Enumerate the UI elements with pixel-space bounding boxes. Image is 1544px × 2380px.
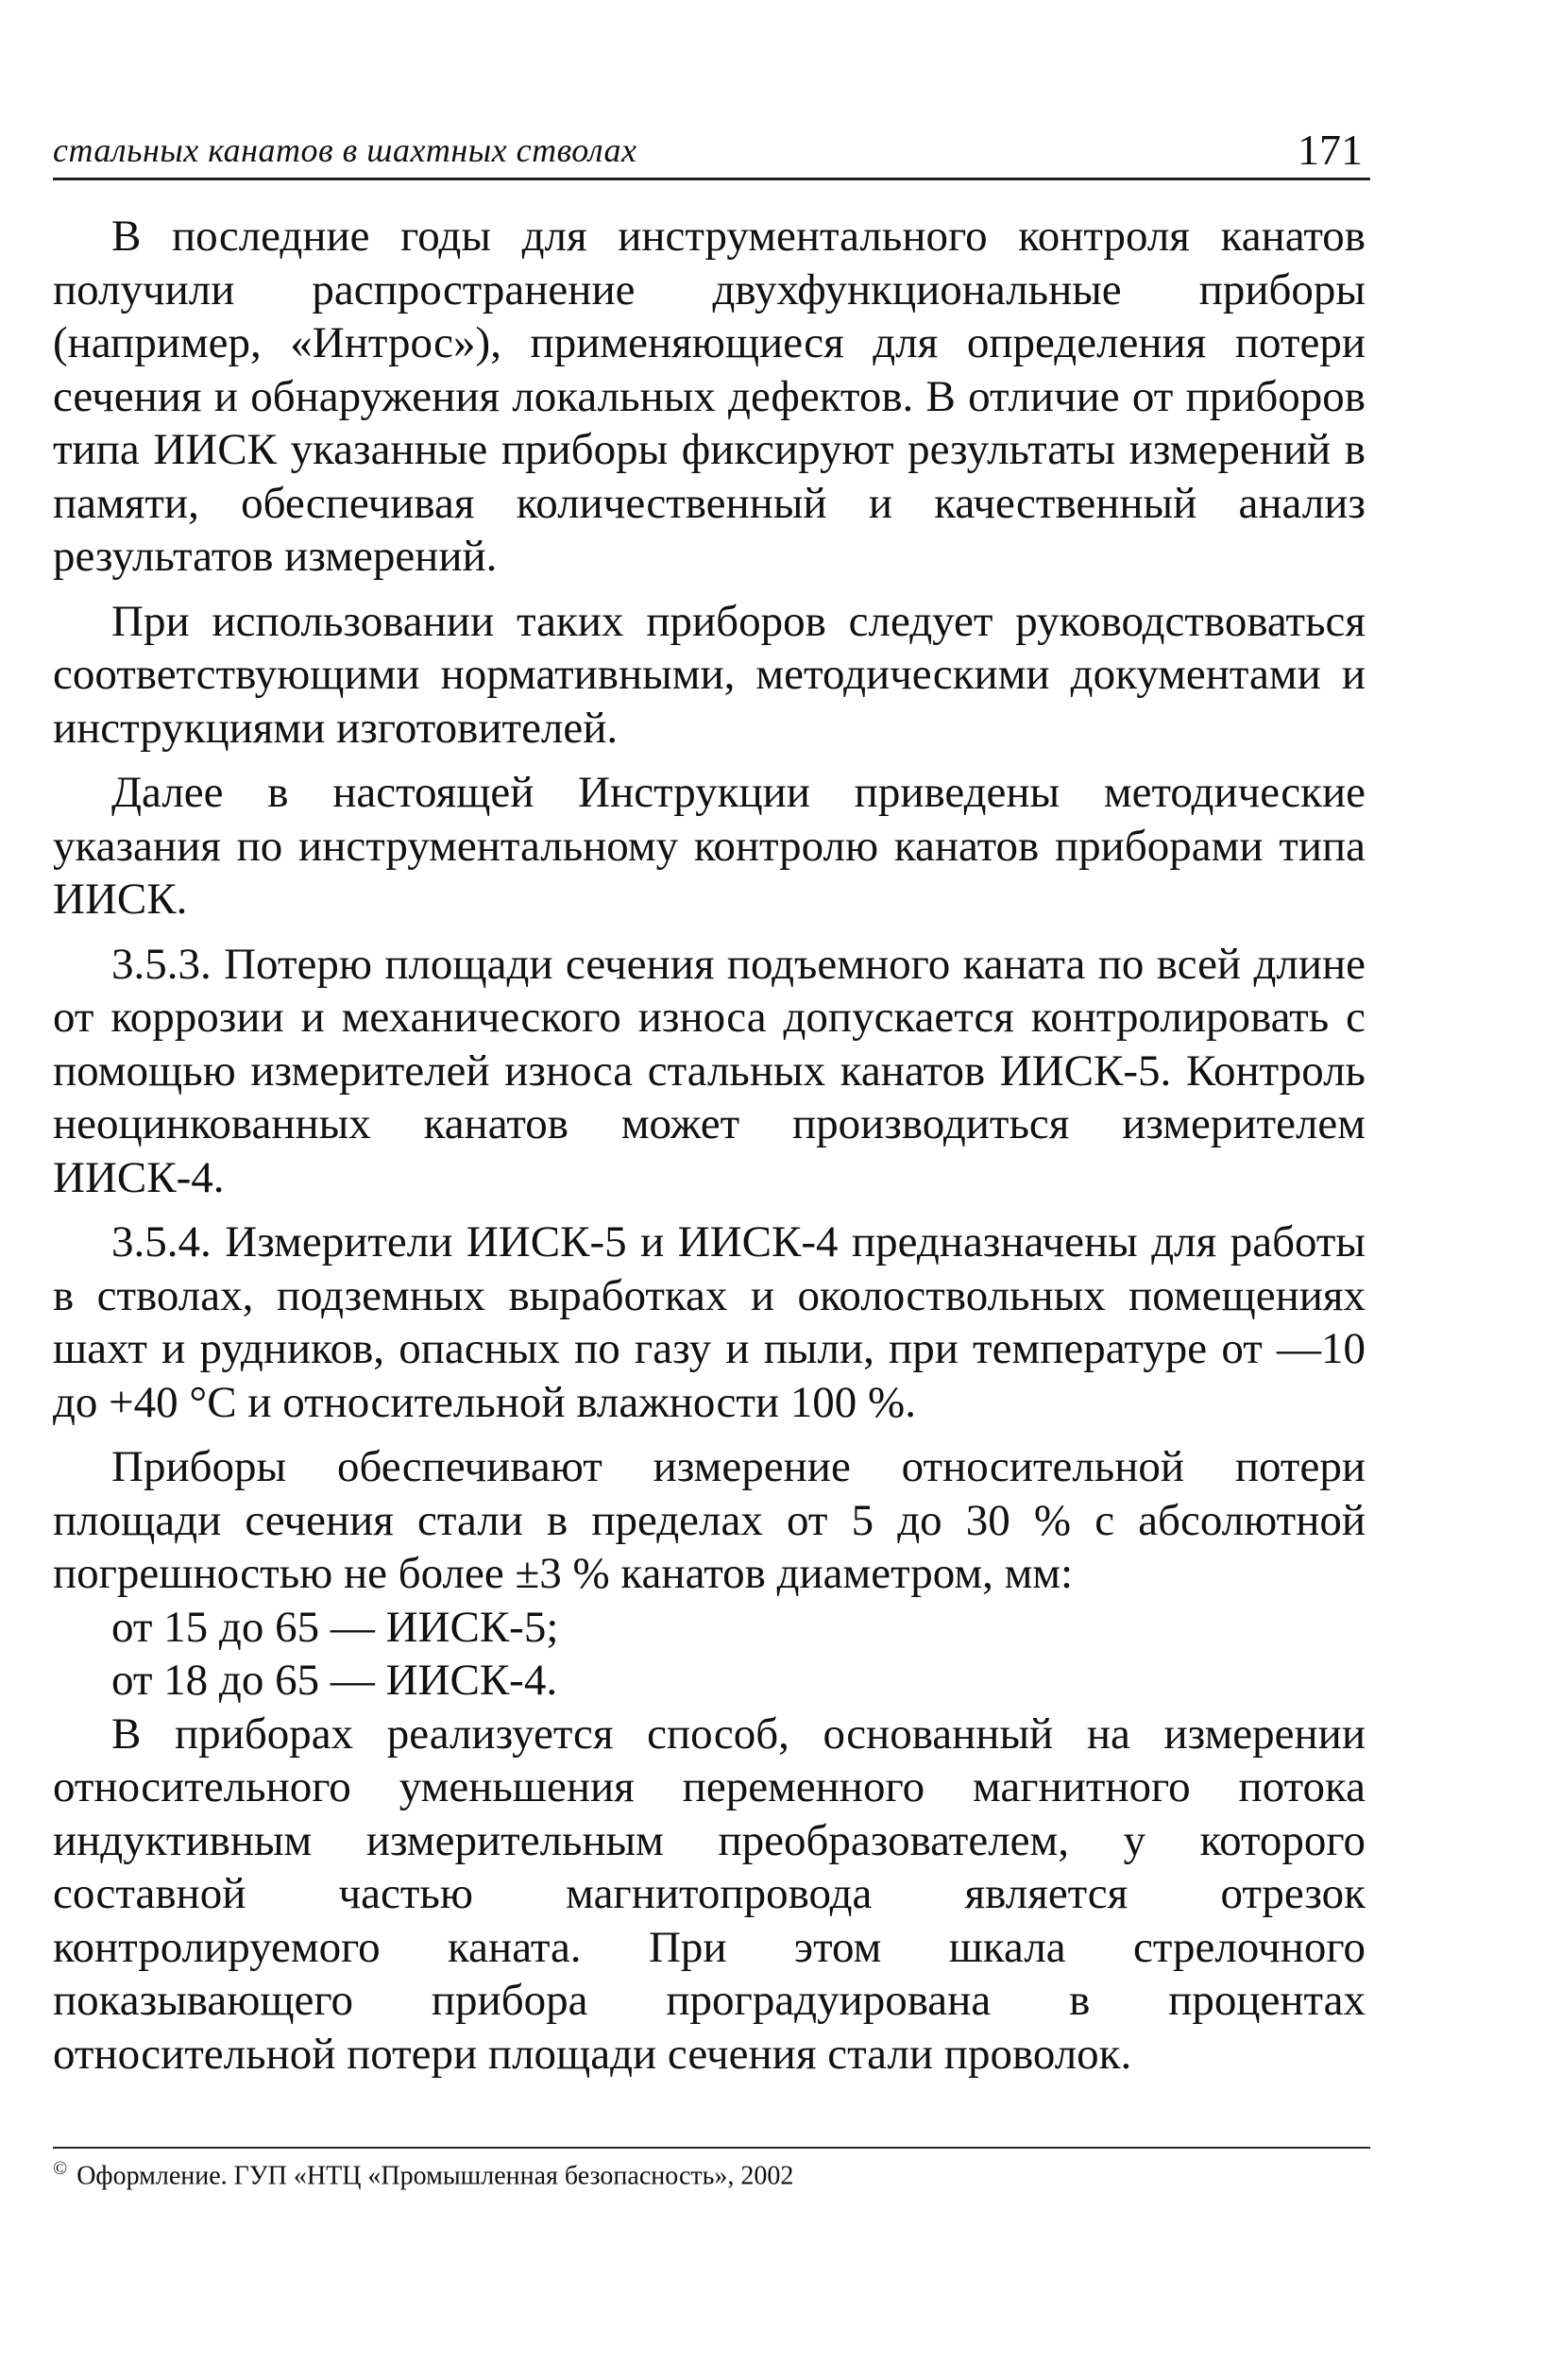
page-number: 171 xyxy=(1298,126,1363,174)
running-header xyxy=(53,123,1370,179)
list-item: от 15 до 65 — ИИСК-5; xyxy=(111,1602,559,1652)
paragraph: Далее в настоящей Инструкции приведены методические указания по инструментальному контролю канатов приборами типа ИИСК. xyxy=(53,768,1366,924)
paragraph: При использовании таких приборов следует руководствоваться соответствующими нормативными, методическими документами и инструкциями изготовителей. xyxy=(53,596,1366,753)
paragraph: Приборы обеспечивают измерение относительной потери площади сечения стали в пределах от 5 до 30 % с абсолютной погрешностью не более ±3 % канатов диаметром, мм: xyxy=(53,1442,1366,1598)
running-title: стальных канатов в шахтных стволах xyxy=(53,131,637,169)
copyright-mark: © xyxy=(53,2158,68,2179)
paragraph: В последние годы для инструментального контроля канатов получили распространение двухфункциональные приборы (например, «Интрос»), применяющиеся для определения потери сечения и обнаружения локальных дефектов. В отличие от приборов типа ИИСК указанные приборы фиксируют результаты измерений в памяти, обеспечивая количественный и качественный анализ результатов измерений. xyxy=(53,212,1366,581)
footnote-text: Оформление. ГУП «НТЦ «Промышленная безопасность», 2002 xyxy=(76,2161,794,2191)
paragraph: В приборах реализуется способ, основанный на измерении относительного уменьшения переменного магнитного потока индуктивным измерительным преобразователем, у которого составной частью магнитопровода является отрезок контролируемого каната. При этом шкала стрелочного показывающего прибора проградуирована в процентах относительной потери площади сечения стали проволок. xyxy=(53,1708,1366,2079)
list-item: от 18 до 65 — ИИСК-4. xyxy=(111,1656,558,1705)
paragraph: 3.5.4. Измерители ИИСК-5 и ИИСК-4 предназначены для работы в стволах, подземных выработках и околоствольных помещениях шахт и рудников, опасных по газу и пыли, при температуре от —10 до +40 °С и относительной влажности 100 %. xyxy=(53,1217,1366,1427)
footnote-rule xyxy=(53,2147,1370,2149)
header-rule xyxy=(53,178,1370,180)
body-text xyxy=(53,210,1366,2081)
footnote xyxy=(53,2158,793,2191)
paragraph: 3.5.3. Потерю площади сечения подъемного каната по всей длине от коррозии и механического износа допускается контролировать с помощью измерителей износа стальных канатов ИИСК-5. Контроль неоцинкованных канатов может производиться измерителем ИИСК-4. xyxy=(53,939,1366,1202)
